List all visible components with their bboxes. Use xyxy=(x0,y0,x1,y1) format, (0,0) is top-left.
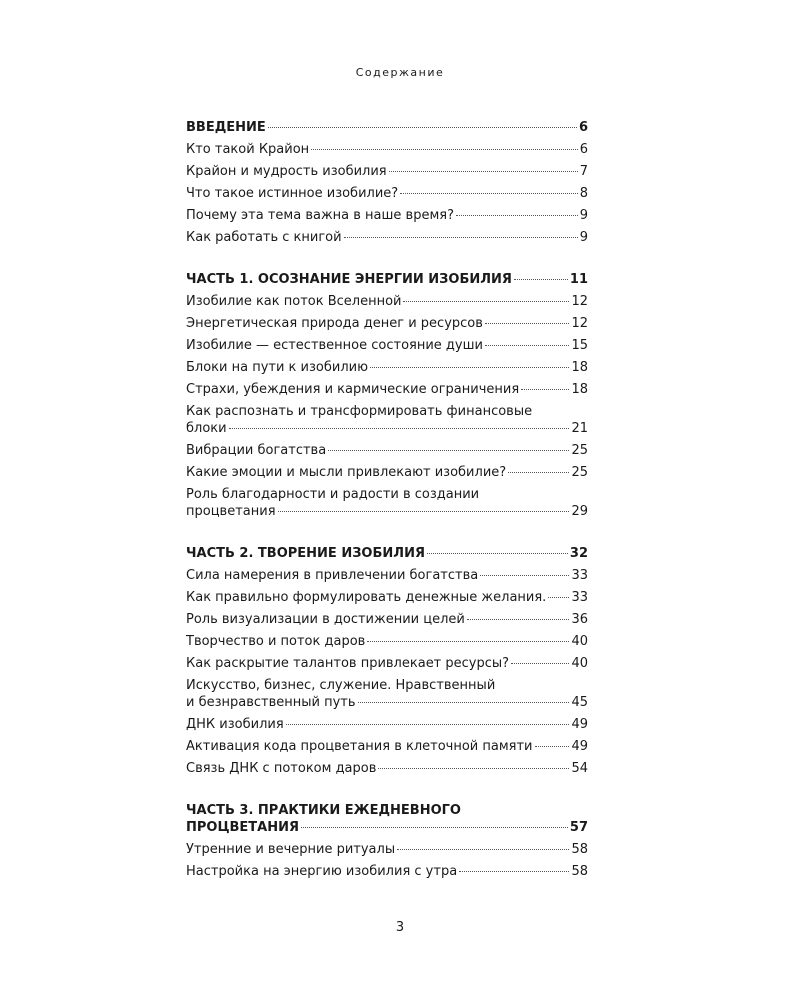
toc-entry-label: Настройка на энергию изобилия с утра xyxy=(186,864,458,879)
toc-page-number: 21 xyxy=(571,421,588,436)
dot-leader xyxy=(370,366,569,368)
toc-entry-label-continued: и безнравственный путь xyxy=(186,695,356,710)
toc-entry-label: Роль визуализации в достижении целей xyxy=(186,612,465,627)
toc-entry xyxy=(186,565,588,587)
toc-heading xyxy=(186,800,588,839)
toc-entry-label: Кто такой Крайон xyxy=(186,142,310,157)
toc-heading xyxy=(186,117,588,139)
toc-heading-label: ВВЕДЕНИЕ xyxy=(186,120,266,135)
toc-entry-label: Активация кода процветания в клеточной памяти xyxy=(186,739,533,754)
toc-page-number: 45 xyxy=(571,695,588,710)
dot-leader xyxy=(397,848,569,850)
toc-page-number: 40 xyxy=(571,656,588,671)
toc-section xyxy=(186,800,588,883)
toc-entry-label: Изобилие — естественное состояние души xyxy=(186,338,483,353)
dot-leader xyxy=(485,322,570,324)
dot-leader xyxy=(367,640,569,642)
toc-entry xyxy=(186,440,588,462)
dot-leader xyxy=(358,701,570,703)
toc-entry xyxy=(186,462,588,484)
toc-entry xyxy=(186,714,588,736)
toc-entry-label: Связь ДНК с потоком даров xyxy=(186,761,377,776)
toc-entry xyxy=(186,291,588,313)
dot-leader xyxy=(403,300,569,302)
toc-page-number: 25 xyxy=(571,465,588,480)
toc-entry-label: Как работать с книгой xyxy=(186,230,342,245)
dot-leader xyxy=(480,574,569,576)
toc-page-number: 11 xyxy=(569,272,588,287)
dot-leader xyxy=(389,170,578,172)
toc-entry-label: Крайон и мудрость изобилия xyxy=(186,164,387,179)
toc-entry xyxy=(186,227,588,249)
page-number: 3 xyxy=(395,920,405,935)
dot-leader xyxy=(311,148,578,150)
toc-page-number: 7 xyxy=(579,164,588,179)
toc-page-number: 40 xyxy=(571,634,588,649)
toc-section xyxy=(186,269,588,523)
toc-entry-label: Почему эта тема важна в наше время? xyxy=(186,208,454,223)
dot-leader xyxy=(328,449,569,451)
dot-leader xyxy=(511,662,569,664)
dot-leader xyxy=(514,278,568,280)
toc-page-number: 33 xyxy=(571,590,588,605)
toc-page-number: 58 xyxy=(571,842,588,857)
toc-heading-label-continued: ПРОЦВЕТАНИЯ xyxy=(186,820,300,835)
dot-leader xyxy=(548,596,569,598)
toc-entry xyxy=(186,675,588,714)
page-title: Содержание xyxy=(355,66,445,79)
dot-leader xyxy=(485,344,569,346)
dot-leader xyxy=(456,214,578,216)
toc-entry-label: ДНК изобилия xyxy=(186,717,284,732)
toc-section xyxy=(186,117,588,249)
toc-page-number: 57 xyxy=(569,820,588,835)
toc-entry xyxy=(186,161,588,183)
dot-leader xyxy=(400,192,578,194)
dot-leader xyxy=(344,236,578,238)
toc-page-number: 6 xyxy=(579,142,588,157)
dot-leader xyxy=(535,745,570,747)
toc-entry xyxy=(186,484,588,523)
dot-leader xyxy=(268,126,577,128)
dot-leader xyxy=(459,870,569,872)
toc-entry xyxy=(186,313,588,335)
toc-entry-label: Какие эмоции и мысли привлекают изобилие? xyxy=(186,465,507,480)
toc-entry xyxy=(186,379,588,401)
toc-page-number: 9 xyxy=(579,208,588,223)
dot-leader xyxy=(521,388,569,390)
toc-entry xyxy=(186,758,588,780)
toc-entry xyxy=(186,839,588,861)
toc-entry-label: Как правильно формулировать денежные желания. xyxy=(186,590,547,605)
toc-page-number: 32 xyxy=(569,546,588,561)
toc-entry-label: Как распознать и трансформировать финансовые xyxy=(186,404,533,419)
toc-section xyxy=(186,543,588,780)
toc-page-number: 8 xyxy=(579,186,588,201)
toc-page-number: 36 xyxy=(571,612,588,627)
toc-entry-label: Изобилие как поток Вселенной xyxy=(186,294,402,309)
dot-leader xyxy=(427,552,568,554)
toc-entry xyxy=(186,587,588,609)
toc-entry xyxy=(186,653,588,675)
toc-entry xyxy=(186,357,588,379)
toc-page-number: 12 xyxy=(571,316,588,331)
toc-page-number: 49 xyxy=(571,739,588,754)
toc-entry xyxy=(186,205,588,227)
toc-heading-label: ЧАСТЬ 2. ТВОРЕНИЕ ИЗОБИЛИЯ xyxy=(186,546,425,561)
dot-leader xyxy=(378,767,569,769)
toc-entry-label-continued: блоки xyxy=(186,421,227,436)
dot-leader xyxy=(467,618,570,620)
dot-leader xyxy=(278,510,570,512)
toc-heading xyxy=(186,269,588,291)
toc-entry-label: Блоки на пути к изобилию xyxy=(186,360,369,375)
toc-entry-label: Энергетическая природа денег и ресурсов xyxy=(186,316,483,331)
toc-page-number: 49 xyxy=(571,717,588,732)
toc-heading xyxy=(186,543,588,565)
toc-entry-label: Как раскрытие талантов привлекает ресурсы? xyxy=(186,656,510,671)
toc-entry-label: Сила намерения в привлечении богатства xyxy=(186,568,479,583)
toc-entry xyxy=(186,335,588,357)
dot-leader xyxy=(508,471,569,473)
toc-entry xyxy=(186,609,588,631)
dot-leader xyxy=(286,723,570,725)
toc-entry-label: Творчество и поток даров xyxy=(186,634,366,649)
dot-leader xyxy=(229,427,570,429)
toc-entry-label: Страхи, убеждения и кармические ограничения xyxy=(186,382,520,397)
toc-page-number: 29 xyxy=(571,504,588,519)
toc-page-number: 18 xyxy=(571,360,588,375)
toc-entry xyxy=(186,861,588,883)
toc-page-number: 58 xyxy=(571,864,588,879)
toc-heading-label: ЧАСТЬ 3. ПРАКТИКИ ЕЖЕДНЕВНОГО xyxy=(186,803,461,818)
toc-entry xyxy=(186,183,588,205)
toc-entry-label: Утренние и вечерние ритуалы xyxy=(186,842,396,857)
toc-entry xyxy=(186,736,588,758)
toc-page-number: 6 xyxy=(578,120,588,135)
toc-page-number: 54 xyxy=(571,761,588,776)
toc-page-number: 18 xyxy=(571,382,588,397)
toc-entry xyxy=(186,139,588,161)
toc-page-number: 33 xyxy=(571,568,588,583)
toc-page-number: 25 xyxy=(571,443,588,458)
toc-entry-label: Вибрации богатства xyxy=(186,443,327,458)
toc-entry xyxy=(186,401,588,440)
toc-page-number: 15 xyxy=(571,338,588,353)
table-of-contents xyxy=(186,117,588,903)
toc-entry-label: Что такое истинное изобилие? xyxy=(186,186,399,201)
toc-page-number: 9 xyxy=(579,230,588,245)
dot-leader xyxy=(301,826,568,828)
toc-entry-label: Искусство, бизнес, служение. Нравственный xyxy=(186,678,496,693)
toc-entry-label-continued: процветания xyxy=(186,504,276,519)
toc-entry xyxy=(186,631,588,653)
toc-heading-label: ЧАСТЬ 1. ОСОЗНАНИЕ ЭНЕРГИИ ИЗОБИЛИЯ xyxy=(186,272,512,287)
toc-entry-label: Роль благодарности и радости в создании xyxy=(186,487,480,502)
toc-page-number: 12 xyxy=(571,294,588,309)
